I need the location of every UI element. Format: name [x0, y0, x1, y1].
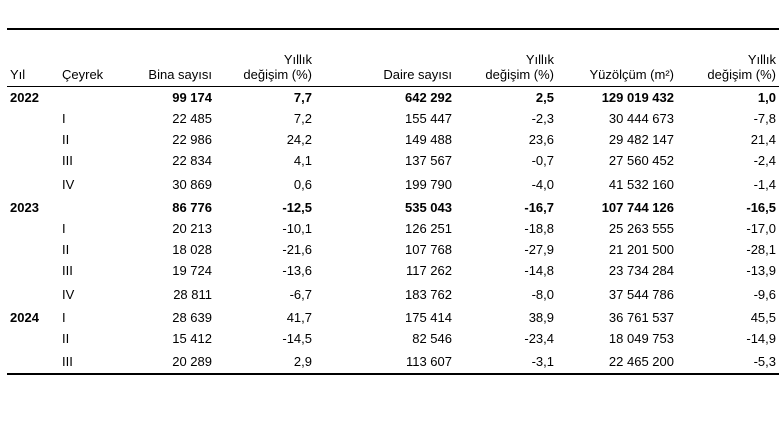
table-row: [7, 328, 779, 349]
cell-area-change: -2,4: [753, 153, 776, 168]
header-dwellings: Daire sayısı: [315, 29, 455, 87]
table-row: [7, 197, 779, 218]
cell-quarter: I: [62, 111, 66, 126]
cell-area: 23 734 284: [608, 263, 674, 278]
cell-quarter: I: [62, 310, 66, 325]
cell-area-change: 21,4: [750, 132, 776, 147]
cell-buildings: 86 776: [172, 200, 212, 215]
cell-buildings-change: -10,1: [282, 221, 312, 236]
cell-year: [7, 108, 59, 129]
cell-buildings: 22 986: [172, 132, 212, 147]
table-row: [7, 218, 779, 239]
cell-dwellings-change: -8,0: [531, 286, 554, 302]
cell-quarter: IV: [62, 176, 75, 192]
cell-area-change: 1,0: [757, 90, 776, 105]
header-buildings: Bina sayısı: [119, 29, 215, 87]
table-row: [7, 307, 779, 328]
cell-year: 2024: [10, 310, 39, 325]
cell-year: [7, 260, 59, 281]
table-row: [7, 239, 779, 260]
cell-buildings: 30 869: [172, 176, 212, 192]
cell-dwellings-change: -0,7: [531, 153, 554, 168]
header-buildings-change-line1: Yıllık: [283, 52, 312, 67]
statistics-table: [7, 28, 779, 375]
cell-buildings: 15 412: [172, 331, 212, 346]
cell-dwellings: 113 607: [315, 349, 455, 374]
header-dwellings-change-line2: değişim (%): [485, 67, 554, 82]
table-row: [7, 349, 779, 374]
table-row: [7, 129, 779, 150]
cell-area: 107 744 126: [601, 200, 674, 215]
cell-dwellings-change: 2,5: [535, 90, 554, 105]
cell-year: [7, 349, 59, 374]
cell-buildings: 20 289: [119, 349, 215, 374]
cell-quarter: IV: [62, 286, 75, 302]
cell-dwellings-change: -3,1: [455, 349, 557, 374]
cell-dwellings-change: -16,7: [524, 200, 554, 215]
table-row: [7, 171, 779, 197]
cell-quarter: I: [62, 221, 66, 236]
cell-area: 30 444 673: [608, 111, 674, 126]
cell-year: 2022: [10, 90, 39, 105]
cell-area-change: -16,5: [746, 200, 776, 215]
cell-quarter: III: [62, 263, 73, 278]
header-buildings-change-line2: değişim (%): [243, 67, 312, 82]
cell-area: 18 049 753: [608, 331, 674, 346]
cell-buildings-change: -14,5: [282, 331, 312, 346]
cell-buildings: 99 174: [172, 90, 212, 105]
cell-year: [7, 150, 59, 171]
cell-area-change: -14,9: [746, 331, 776, 346]
table-row: [7, 108, 779, 129]
cell-buildings: 28 811: [173, 286, 212, 302]
cell-buildings: 18 028: [172, 242, 212, 257]
cell-area-change: -7,8: [753, 111, 776, 126]
cell-dwellings: 535 043: [405, 200, 452, 215]
table-row: [7, 87, 779, 109]
cell-dwellings: 149 488: [405, 132, 452, 147]
cell-year: [7, 129, 59, 150]
cell-quarter: III: [62, 153, 73, 168]
cell-quarter: III: [59, 349, 119, 374]
cell-area-change: -1,4: [753, 176, 776, 192]
cell-buildings: 22 485: [172, 111, 212, 126]
cell-dwellings-change: -23,4: [524, 331, 554, 346]
cell-area-change: -9,6: [753, 286, 776, 302]
cell-buildings-change: -21,6: [282, 242, 312, 257]
cell-buildings: 19 724: [172, 263, 212, 278]
cell-dwellings: 155 447: [405, 111, 452, 126]
cell-dwellings: 107 768: [405, 242, 452, 257]
cell-dwellings-change: -27,9: [524, 242, 554, 257]
cell-year: [7, 171, 59, 197]
cell-quarter: II: [62, 242, 70, 257]
table-row: [7, 150, 779, 171]
cell-quarter: [59, 197, 119, 218]
cell-buildings: 28 639: [172, 310, 212, 325]
cell-dwellings: 199 790: [405, 176, 452, 192]
cell-buildings: 22 834: [172, 153, 212, 168]
cell-buildings-change: -13,6: [282, 263, 312, 278]
table-row: [7, 260, 779, 281]
cell-year: [7, 328, 59, 349]
header-area: Yüzölçüm (m²): [557, 29, 677, 87]
cell-buildings-change: 24,2: [286, 132, 312, 147]
header-area-change-line1: Yıllık: [747, 52, 776, 67]
cell-area: 22 465 200: [557, 349, 677, 374]
cell-area: 41 532 160: [608, 176, 674, 192]
cell-dwellings-change: 23,6: [528, 132, 554, 147]
header-buildings-change: [215, 29, 315, 87]
cell-buildings-change: 41,7: [286, 310, 312, 325]
cell-dwellings: 137 567: [405, 153, 452, 168]
cell-quarter: [59, 87, 119, 109]
cell-dwellings-change: 38,9: [528, 310, 554, 325]
cell-buildings-change: 4,1: [293, 153, 312, 168]
table-body: [7, 87, 779, 375]
cell-dwellings-change: -2,3: [531, 111, 554, 126]
header-area-change-line2: değişim (%): [707, 67, 776, 82]
cell-buildings-change: 2,9: [215, 349, 315, 374]
cell-dwellings: 82 546: [412, 331, 452, 346]
header-year: Yıl: [7, 29, 59, 87]
cell-buildings-change: 7,2: [293, 111, 312, 126]
cell-area-change: -17,0: [746, 221, 776, 236]
cell-buildings: 20 213: [172, 221, 212, 236]
cell-dwellings: 642 292: [405, 90, 452, 105]
header-quarter: Çeyrek: [59, 29, 119, 87]
cell-buildings-change: -12,5: [282, 200, 312, 215]
cell-area: 25 263 555: [608, 221, 674, 236]
cell-year: 2023: [10, 200, 39, 215]
cell-year: [7, 218, 59, 239]
cell-dwellings-change: -18,8: [524, 221, 554, 236]
cell-dwellings: 117 262: [405, 263, 452, 278]
cell-area-change: 45,5: [750, 310, 776, 325]
cell-buildings-change: 7,7: [293, 90, 312, 105]
cell-area: 36 761 537: [608, 310, 674, 325]
cell-dwellings-change: -14,8: [524, 263, 554, 278]
cell-dwellings: 183 762: [405, 286, 452, 302]
cell-year: [7, 281, 59, 307]
cell-year: [7, 239, 59, 260]
cell-area-change: -5,3: [677, 349, 779, 374]
cell-area: 29 482 147: [608, 132, 674, 147]
cell-dwellings-change: -4,0: [531, 176, 554, 192]
cell-quarter: II: [62, 132, 70, 147]
header-dwellings-change: [455, 29, 557, 87]
cell-area-change: -28,1: [746, 242, 776, 257]
cell-area: 27 560 452: [608, 153, 674, 168]
header-dwellings-change-line1: Yıllık: [525, 52, 554, 67]
cell-area: 37 544 786: [608, 286, 674, 302]
cell-buildings-change: 0,6: [293, 176, 312, 192]
cell-dwellings: 126 251: [405, 221, 452, 236]
cell-area-change: -13,9: [746, 263, 776, 278]
cell-quarter: II: [62, 331, 70, 346]
cell-area: 21 201 500: [608, 242, 674, 257]
table-header-row: [7, 29, 779, 87]
cell-dwellings: 175 414: [405, 310, 452, 325]
cell-buildings-change: -6,7: [289, 286, 312, 302]
table-row: [7, 281, 779, 307]
cell-area: 129 019 432: [601, 90, 674, 105]
header-area-change: [677, 29, 779, 87]
